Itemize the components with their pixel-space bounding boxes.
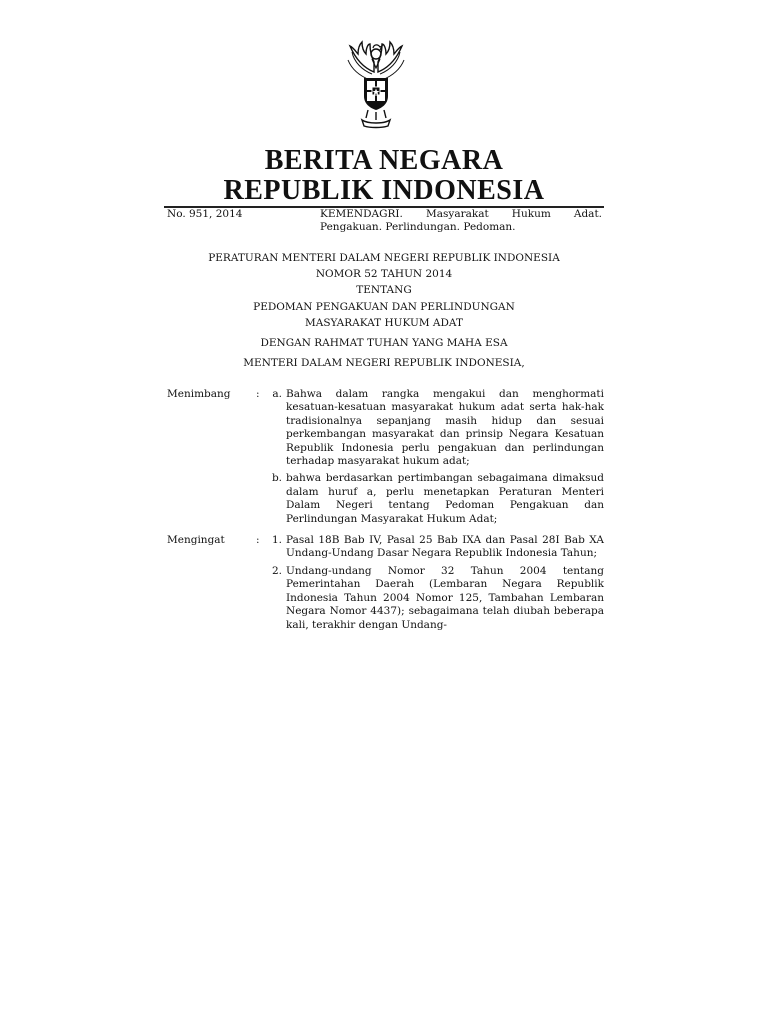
gazette-keywords: [320, 208, 602, 234]
preamble-intro: [164, 335, 604, 371]
list-item: [264, 565, 604, 632]
document-body: [164, 388, 604, 636]
regulation-line2: NOMOR 52 TAHUN 2014: [315, 268, 453, 281]
item-marker: 1.: [271, 534, 282, 547]
intro-line1: DENGAN RAHMAT TUHAN YANG MAHA ESA: [260, 337, 508, 349]
keyword-2: Masyarakat: [425, 208, 489, 220]
keyword-4: Adat.: [573, 208, 602, 220]
item-marker: a.: [272, 388, 282, 400]
gazette-title-line1: BERITA NEGARA: [264, 145, 504, 176]
list-item: [264, 534, 604, 561]
keyword-1: KEMENDAGRI.: [320, 208, 403, 220]
regulation-line1: PERATURAN MENTERI DALAM NEGERI REPUBLIK INDONESIA: [208, 252, 560, 264]
mengingat-label: Mengingat: [167, 534, 225, 547]
gazette-title-line2: REPUBLIK INDONESIA: [223, 175, 545, 206]
menimbang-label: Menimbang: [167, 388, 231, 400]
item-marker: b.: [271, 472, 282, 485]
regulation-line4: PEDOMAN PENGAKUAN DAN PERLINDUNGAN: [253, 300, 515, 313]
garuda-emblem-icon: [338, 38, 414, 132]
keyword-3: Hukum: [511, 208, 551, 220]
mengingat-colon: :: [256, 534, 260, 547]
mengingat-section: [164, 534, 604, 632]
regulation-line5: MASYARAKAT HUKUM ADAT: [305, 316, 463, 329]
item-marker: 2.: [271, 564, 282, 577]
item-text: bahwa berdasarkan pertimbangan sebagaimana dimaksud dalam huruf a, perlu menetapkan Peraturan Menteri Dalam Negeri tentang Pedoman Pengakuan dan Perlindungan Masyarakat Hukum Adat;: [286, 472, 604, 525]
list-item: [264, 472, 604, 526]
intro-line2: MENTERI DALAM NEGERI REPUBLIK INDONESIA,: [243, 357, 525, 370]
list-item: [264, 388, 604, 468]
item-text: Bahwa dalam rangka mengakui dan menghormati kesatuan-kesatuan masyarakat hukum adat serta hak-hak tradisionalnya sepanjang masih hidup dan sesuai perkembangan masyarakat dan prinsip Negara Kesatuan Republik Indonesia perlu pengakuan dan perlindungan terhadap masyarakat hukum adat;: [286, 388, 604, 468]
item-text: Pasal 18B Bab IV, Pasal 25 Bab IXA dan Pasal 28I Bab XA Undang-Undang Dasar Negara Republik Indonesia Tahun;: [286, 534, 604, 560]
keywords-line2: Pengakuan. Perlindungan. Pedoman.: [320, 221, 516, 233]
item-text: Undang-undang Nomor 32 Tahun 2004 tentang Pemerintahan Daerah (Lembaran Negara Republik Indonesia Tahun 2004 Nomor 125, Tambahan Lembaran Negara Nomor 4437); sebagaimana telah diubah beberapa kali, terakhir dengan Undang-: [286, 564, 604, 631]
menimbang-colon: :: [256, 388, 260, 400]
regulation-line3: TENTANG: [356, 284, 412, 297]
gazette-number: No. 951, 2014: [167, 208, 243, 220]
menimbang-section: [164, 388, 604, 526]
regulation-heading: [164, 250, 604, 331]
